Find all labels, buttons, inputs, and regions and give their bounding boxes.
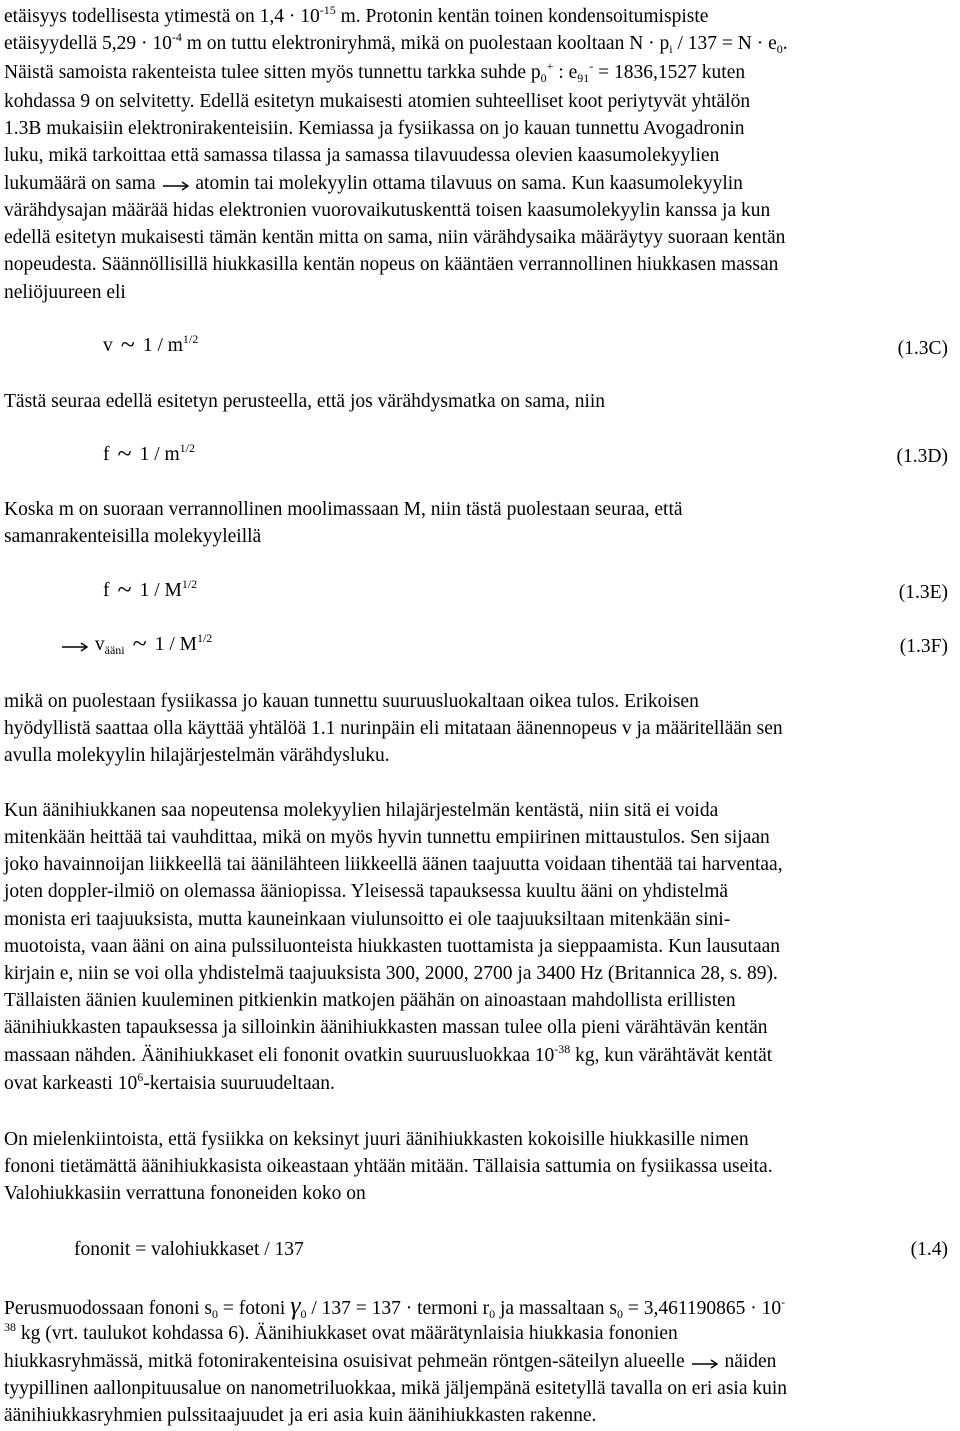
- text-line: luku, mikä tarkoittaa että samassa tilassa ja samassa tilavuudessa olevien kaasumolekyylien: [4, 145, 720, 166]
- text-line: värähdysajan määrää hidas elektronien vuorovaikutuskenttä toisen kaasumolekyylin kanssa ja kun: [4, 200, 771, 221]
- text-line: Koska m on suoraan verrannollinen moolimassaan M, niin tästä puolestaan seuraa, että: [4, 499, 683, 520]
- tilde-symbol: ~: [132, 629, 147, 658]
- text-line: lukumäärä on sama atomin tai molekyylin ottama tilavuus on sama. Kun kaasumolekyylin: [4, 173, 743, 194]
- tilde-symbol: ~: [117, 439, 132, 468]
- equation-1-3e: f ~ $1 / M^{1/2}$: [103, 575, 198, 604]
- text-line: edellä esitetyn mukaisesti tämän kentän mitta on sama, niin värähdysaika määräytyy suoraan kentän: [4, 227, 786, 248]
- equation-1-3c: v ~ $1 / m^{1/2}$: [103, 330, 199, 359]
- text-line: On mielenkiintoista, että fysiikka on keksinyt juuri äänihiukkasten kokoisille hiukkasille nimen: [4, 1129, 749, 1150]
- text-line: kohdassa 9 on selvitetty. Edellä esitetyn mukaisesti atomien suhteelliset koot periytyvät yhtälön: [4, 91, 751, 112]
- text-line: Perusmuodossaan fononi $s_0$ = fotoni $\gamma_0 / 137 = 137$ · termoni $r_0$ ja massaltaan $s_0 = 3,461190865 \cdot 10^-$: [4, 1291, 786, 1321]
- tilde-symbol: ~: [117, 575, 132, 604]
- tilde-symbol: ~: [120, 330, 135, 359]
- text-line: äänihiukkasten tapauksessa ja silloinkin äänihiukkasten massan tulee olla pieni värähtävän kentän: [4, 1017, 768, 1038]
- equation-number: (1.3C): [897, 338, 948, 359]
- text-line: hyödyllistä saattaa olla käyttää yhtälöä 1.1 nurinpäin eli mitataan äänennopeus v ja määritellään sen: [4, 718, 783, 739]
- text-line: etäisyys todellisesta ytimestä on $1,4 \cdot 10^{-15}$ m. Protonin kentän toinen kondensoitumispiste: [4, 3, 709, 27]
- text-line: Valohiukkasiin verrattuna fononeiden koko on: [4, 1183, 366, 1204]
- text-line: nopeudesta. Säännöllisillä hiukkasilla kentän nopeus on kääntäen verrannollinen hiukkasen massan: [4, 254, 779, 275]
- text-line: Tällaisten äänien kuuleminen pitkienkin matkojen päähän on ainoastaan mahdollista erillisten: [4, 990, 736, 1011]
- equation-number: (1.3D): [896, 446, 948, 467]
- equation-1-4: fononit = valohiukkaset / 137: [74, 1239, 304, 1260]
- text-line: $^{38}$ kg (vrt. taulukot kohdassa 6). Äänihiukkaset ovat määrätynlaisia hiukkasia fononien: [4, 1320, 678, 1344]
- text-line: neliöjuureen eli: [4, 282, 126, 303]
- text-line: Kun äänihiukkanen saa nopeutensa molekyylien hilajärjestelmän kentästä, niin sitä ei voida: [4, 800, 719, 821]
- text-line: fononi tietämättä äänihiukkasista oikeastaan yhtään mitään. Tällaisia sattumia on fysiikassa useita.: [4, 1156, 773, 1177]
- text-line: avulla molekyylin hilajärjestelmän värähdysluku.: [4, 745, 390, 766]
- text-line: samanrakenteisilla molekyyleillä: [4, 526, 262, 547]
- text-line: joko havainnoijan liikkeellä tai äänilähteen liikkeellä äänen taajuutta voidaan tihentää tai harventaa,: [4, 854, 783, 875]
- text-line: 1.3B mukaisiin elektronirakenteisiin. Kemiassa ja fysiikassa on jo kauan tunnettu Avogadronin: [4, 118, 745, 139]
- text-line: kirjain e, niin se voi olla yhdistelmä taajuuksista 300, 2000, 2700 ja 3400 Hz (Britannica 28, s. 89).: [4, 963, 778, 984]
- equation-1-3d: f ~ $1 / m^{1/2}$: [103, 439, 196, 468]
- arrow-right-icon: [161, 180, 191, 192]
- equation-number: (1.4): [910, 1239, 948, 1260]
- text-line: mikä on puolestaan fysiikassa jo kauan tunnettu suuruusluokaltaan oikea tulos. Erikoisen: [4, 691, 699, 712]
- equation-number: (1.3E): [898, 582, 948, 603]
- text-line: monista eri taajuuksista, mutta kauneinkaan viulunsoitto ei ole taajuuksiltaan mitenkään sini-: [4, 909, 731, 930]
- text-line: hiukkasryhmässä, mitkä fotonirakenteisina osuisivat pehmeän röntgen-säteilyn alueelle näiden: [4, 1351, 777, 1372]
- arrow-right-icon: [60, 641, 90, 653]
- text-line: massaan nähden. Äänihiukkaset eli fononit ovatkin suuruusluokkaa $10^{-38}$ kg, kun värähtävät kentät: [4, 1042, 773, 1066]
- arrow-right-icon: [690, 1358, 720, 1370]
- text-line: muotoista, vaan ääni on aina pulssiluonteista hiukkasten tuottamista ja sieppaamista. Kun lausutaan: [4, 936, 781, 957]
- text-line: Näistä samoista rakenteista tulee sitten myös tunnettu tarkka suhde $p_0^+$ : $e_{91}^- = 1836,1527$ kuten: [4, 59, 746, 85]
- gamma-symbol: γ: [290, 1291, 301, 1320]
- text-line: äänihiukkasryhmien pulssitaajuudet ja eri asia kuin äänihiukkasten rakenne.: [4, 1405, 597, 1426]
- text-line: ovat karkeasti $10^6$-kertaisia suuruudeltaan.: [4, 1070, 335, 1094]
- equation-number: (1.3F): [899, 636, 948, 657]
- text-line: etäisyydellä $5,29 \cdot 10^{-4}$ m on tuttu elektroniryhmä, mikä on puolestaan kooltaan $N \cdot p_i / 137 = N \cdot e_0$.: [4, 30, 788, 56]
- equation-1-3f: $v_{ääni}$ ~ $1 / M^{1/2}$: [60, 631, 212, 660]
- text-line: mitenkään heittää tai vauhdittaa, mikä on myös hyvin tunnettu empiirinen mittaustulos. Sen sijaan: [4, 827, 770, 848]
- text-line: tyypillinen aallonpituusalue on nanometriluokkaa, mikä jäljempänä esitetyllä tavalla on eri asia kuin: [4, 1378, 788, 1399]
- text-line: joten doppler-ilmiö on olemassa ääniopissa. Yleisessä tapauksessa kuultu ääni on yhdistelmä: [4, 881, 729, 902]
- text-line: Tästä seuraa edellä esitetyn perusteella, että jos värähdysmatka on sama, niin: [4, 391, 606, 412]
